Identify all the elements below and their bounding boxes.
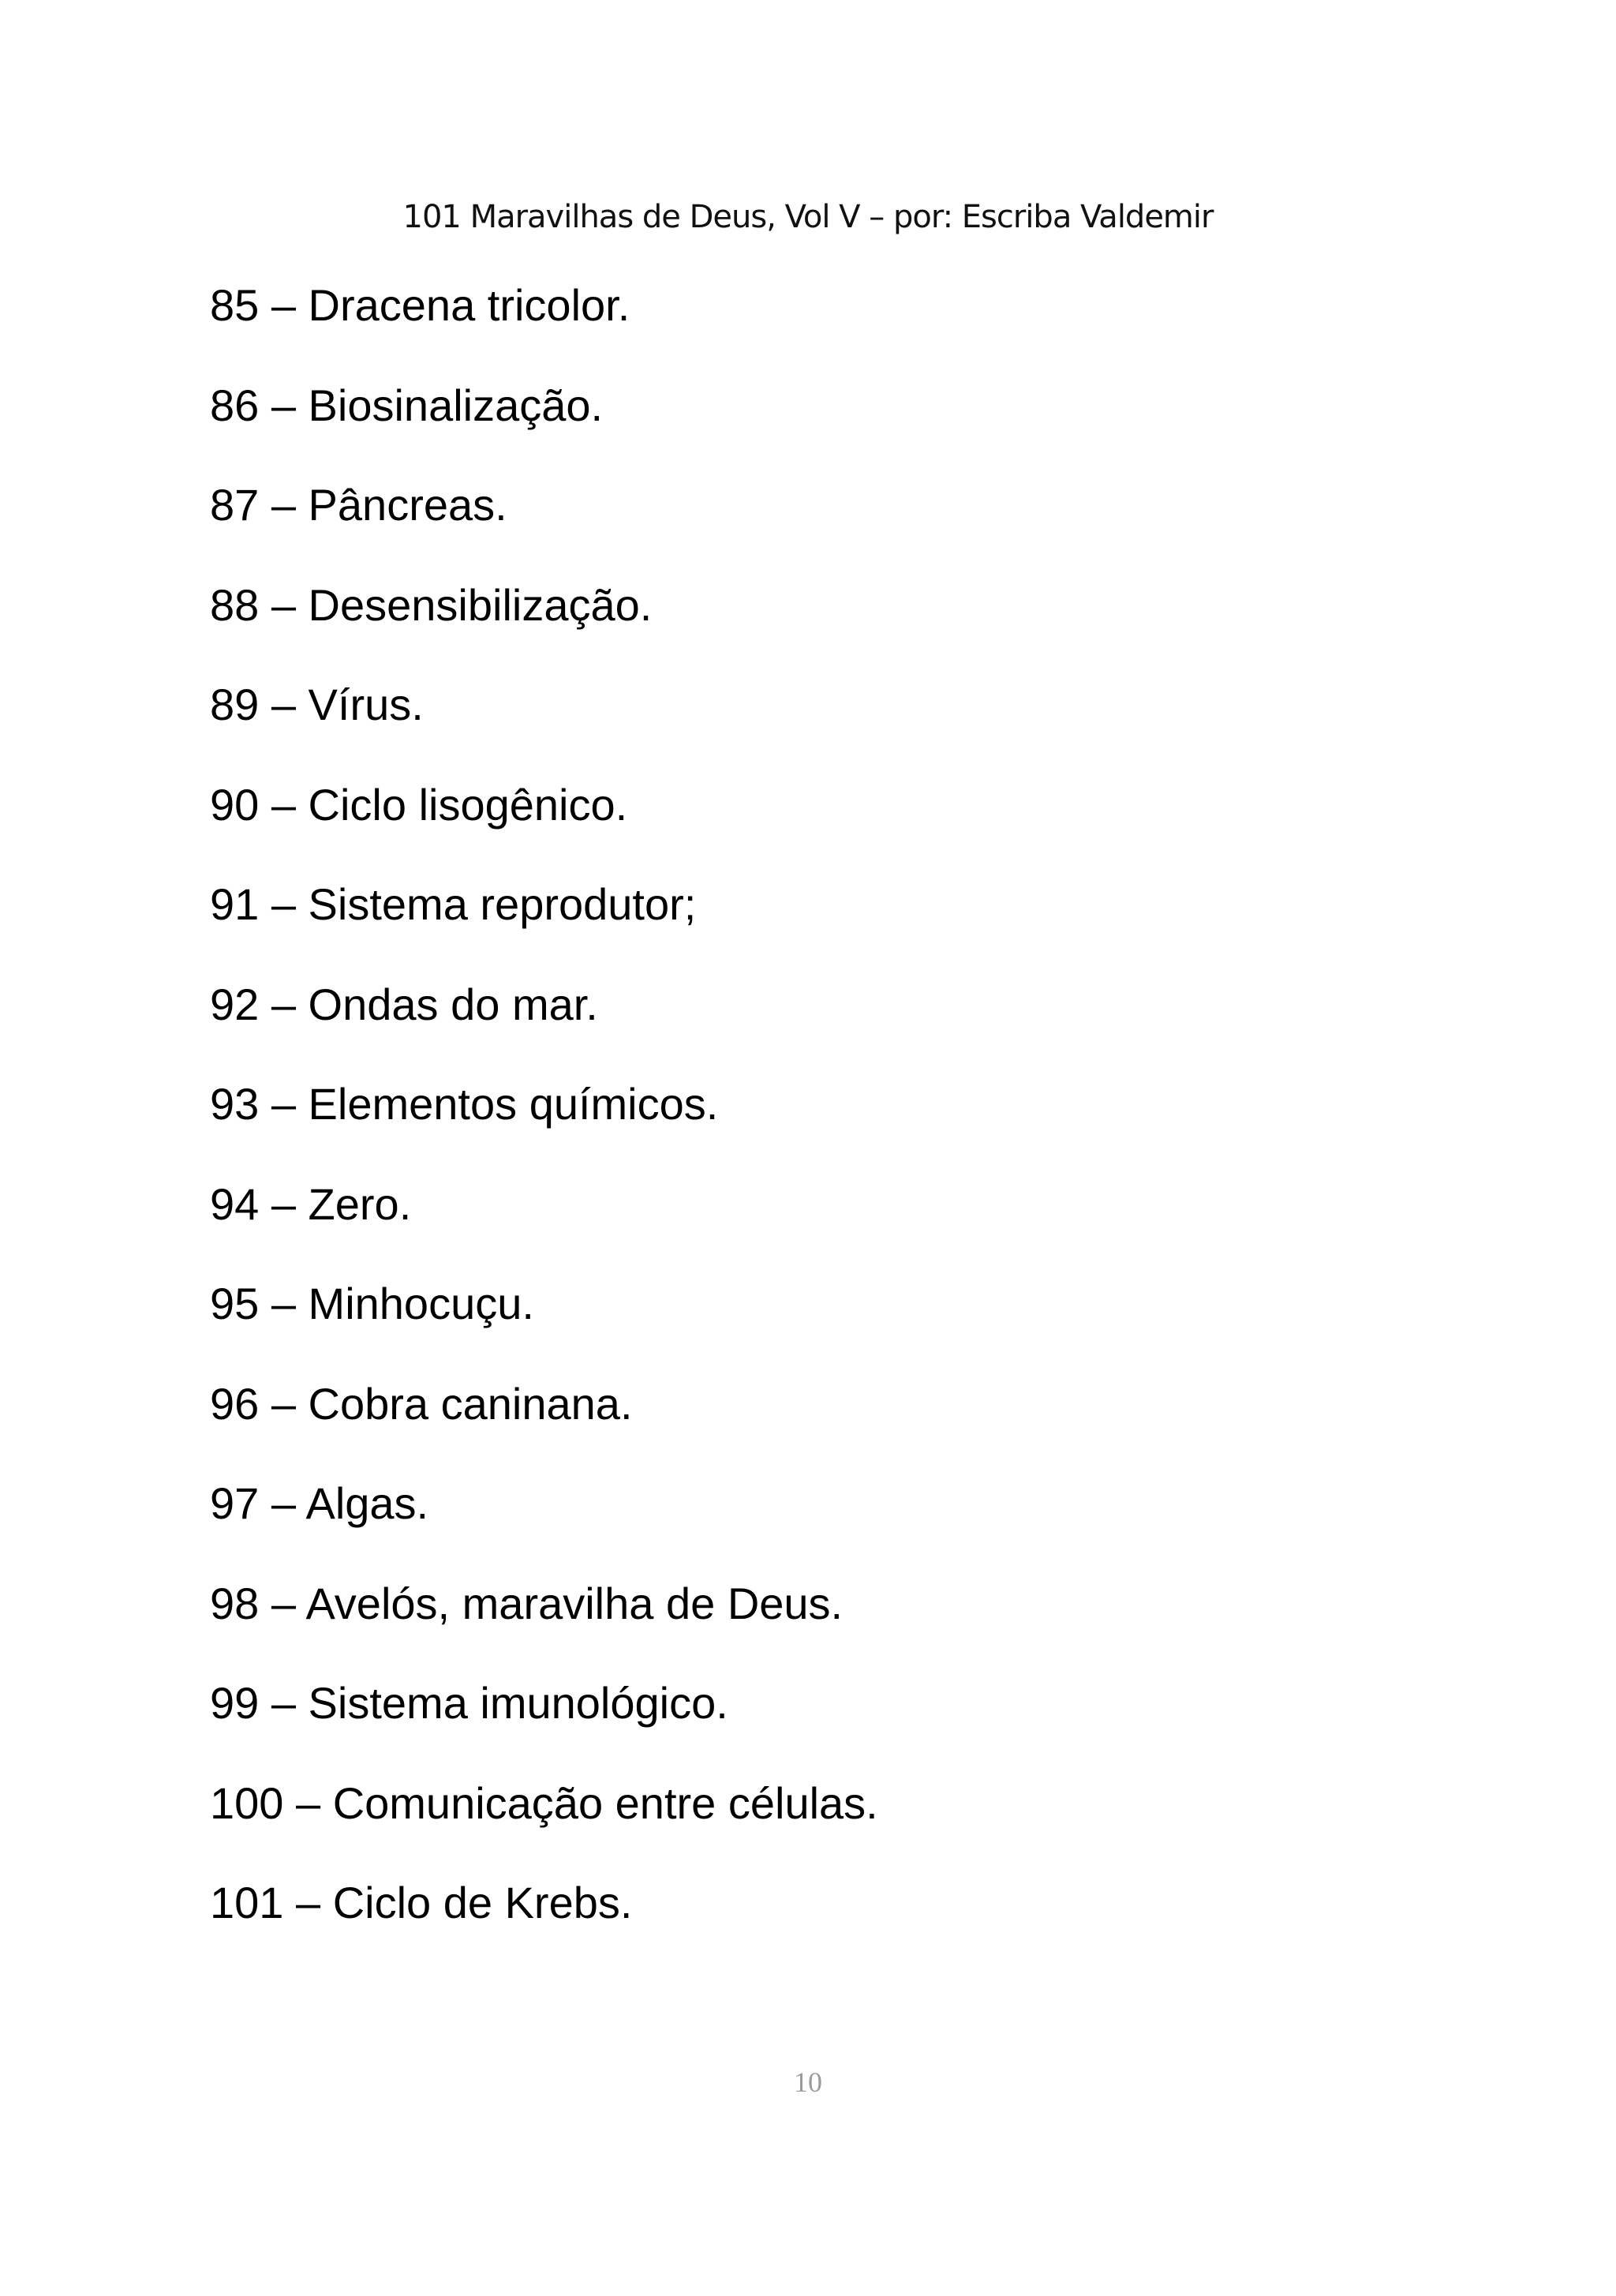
list-item: 98 – Avelós, maravilha de Deus. bbox=[210, 1578, 844, 1628]
running-header: 101 Maravilhas de Deus, Vol V – por: Escriba Valdemir bbox=[402, 199, 1214, 235]
list-item: 86 – Biosinalização. bbox=[210, 380, 604, 430]
list-item: 95 – Minhocuçu. bbox=[210, 1279, 534, 1328]
list-item: 93 – Elementos químicos. bbox=[210, 1079, 719, 1129]
list-item: 100 – Comunicação entre células. bbox=[210, 1777, 878, 1828]
list-item: 88 – Desensibilização. bbox=[210, 579, 653, 630]
list-item: 101 – Ciclo de Krebs. bbox=[210, 1878, 633, 1927]
topic-list bbox=[210, 278, 878, 1976]
page-number: 10 bbox=[794, 2066, 822, 2098]
list-item: 90 – Ciclo lisogênico. bbox=[210, 779, 628, 830]
list-item: 91 – Sistema reprodutor; bbox=[210, 879, 697, 929]
list-item: 92 – Ondas do mar. bbox=[210, 979, 598, 1029]
list-item: 99 – Sistema imunológico. bbox=[210, 1678, 728, 1728]
list-item: 97 – Algas. bbox=[210, 1478, 429, 1528]
list-item: 87 – Pâncreas. bbox=[210, 480, 507, 530]
list-item: 89 – Vírus. bbox=[210, 680, 424, 729]
list-item: 85 – Dracena tricolor. bbox=[210, 280, 630, 330]
list-item: 94 – Zero. bbox=[210, 1178, 412, 1229]
list-item: 96 – Cobra caninana. bbox=[210, 1378, 633, 1429]
